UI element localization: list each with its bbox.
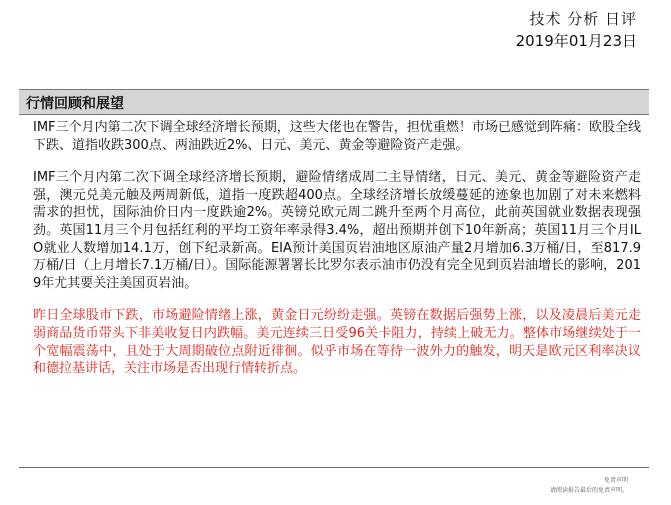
- report-date: 2019年01月23日: [515, 32, 637, 50]
- section-title: 行情回顾和展望: [26, 96, 124, 112]
- report-body: [33, 119, 641, 393]
- summary-paragraph: IMF三个月内第二次下调全球经济增长预期，这些大佬也在警告，担忧重燃！市场已感觉到阵痛：欧股全线下跌、道指收跌300点、两油跌近2%、日元、美元、黄金等避险资产走强。: [33, 120, 641, 153]
- outlook-paragraph: 昨日全球股市下跌，市场避险情绪上涨，黄金日元纷纷走强。英镑在数据后强势上涨，以及凌晨后美元走弱商品货币带头下非美收复日内跌幅。美元连续三日受96关卡阻力，持续上破无力。整体市场继续处于一个宽幅震荡中，且处于大周期破位点附近徘徊。似乎市场在等待一波外力的触发，明天是欧元区利率决议和德拉基讲话，关注市场是否出现行情转折点。: [33, 308, 641, 377]
- footer-divider: [19, 467, 649, 468]
- disclaimer-note: 请阅读报告最后的免责声明。: [549, 487, 628, 494]
- market-review-paragraph: IMF三个月内第二次下调全球经济增长预期，避险情绪成周二主导情绪，日元、美元、黄金等避险资产走强，澳元兑美元触及两周新低，道指一度跌超400点。全球经济增长放缓蔓延的迹象也加剧了对未来燃料需求的担忧，国际油价日内一度跌逾2%。英镑兑欧元周二跳升至两个月高位，此前英国就业数据表现强劲。英国11月三个月包括红利的平均工资年率录得3.4%，超出预期并创下10年新高；英国11月三个月ILO就业人数增加14.1万，创下纪录新高。EIA预计美国页岩油地区原油产量2月增加6.3万桶/日，至817.9万桶/日（上月增长7.1万桶/日）。国际能源署署长比罗尔表示油市仍没有完全见到页岩油增长的影响，2019年尤其要关注美国页岩油。: [33, 170, 641, 291]
- section-header: [19, 89, 649, 115]
- disclaimer: [550, 476, 628, 496]
- disclaimer-title: 免责声明: [603, 477, 628, 484]
- report-type: 技术 分析 日评: [529, 10, 637, 28]
